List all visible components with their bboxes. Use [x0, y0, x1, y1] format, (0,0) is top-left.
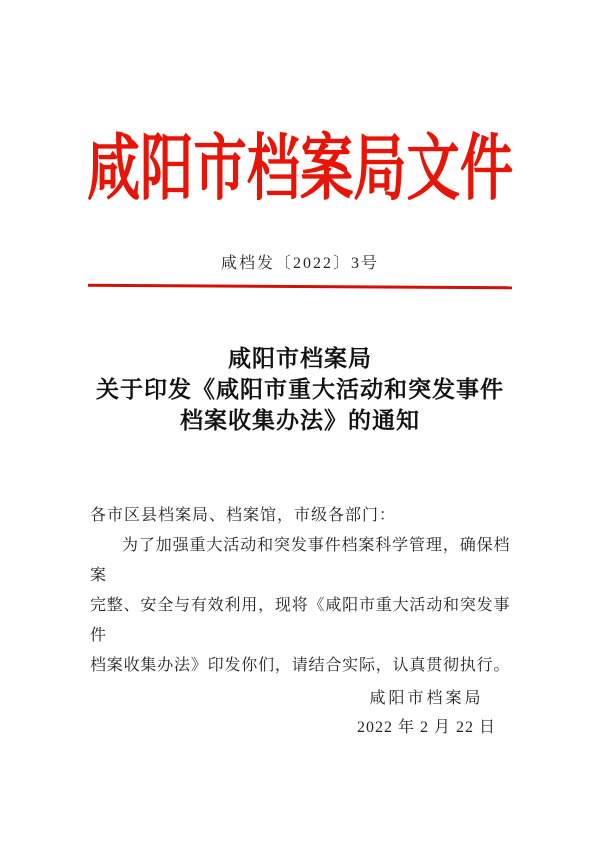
notice-title — [0, 343, 600, 436]
body-line-2: 完整、安全与有效利用，现将《咸阳市重大活动和突发事件 — [90, 597, 510, 644]
notice-title-line-2: 关于印发《咸阳市重大活动和突发事件 — [96, 377, 504, 402]
body-text — [90, 501, 510, 681]
red-divider-line — [88, 284, 512, 290]
body-line-3: 档案收集办法》印发你们，请结合实际，认真贯彻执行。 — [90, 657, 510, 674]
notice-title-line-1: 咸阳市档案局 — [228, 346, 372, 371]
issuer-name: 咸阳市档案局 — [369, 690, 484, 707]
notice-title-line-3: 档案收集办法》的通知 — [180, 408, 420, 433]
signature-block — [357, 684, 496, 742]
body-line-1: 为了加强重大活动和突发事件档案科学管理，确保档案 — [90, 537, 510, 584]
issue-date: 2022 年 2 月 22 日 — [356, 719, 496, 736]
doc-number: 咸档发〔2022〕3号 — [220, 255, 379, 272]
salutation: 各市区县档案局、档案馆，市级各部门： — [90, 507, 397, 524]
masthead-title: 咸阳市档案局文件 — [86, 129, 514, 209]
